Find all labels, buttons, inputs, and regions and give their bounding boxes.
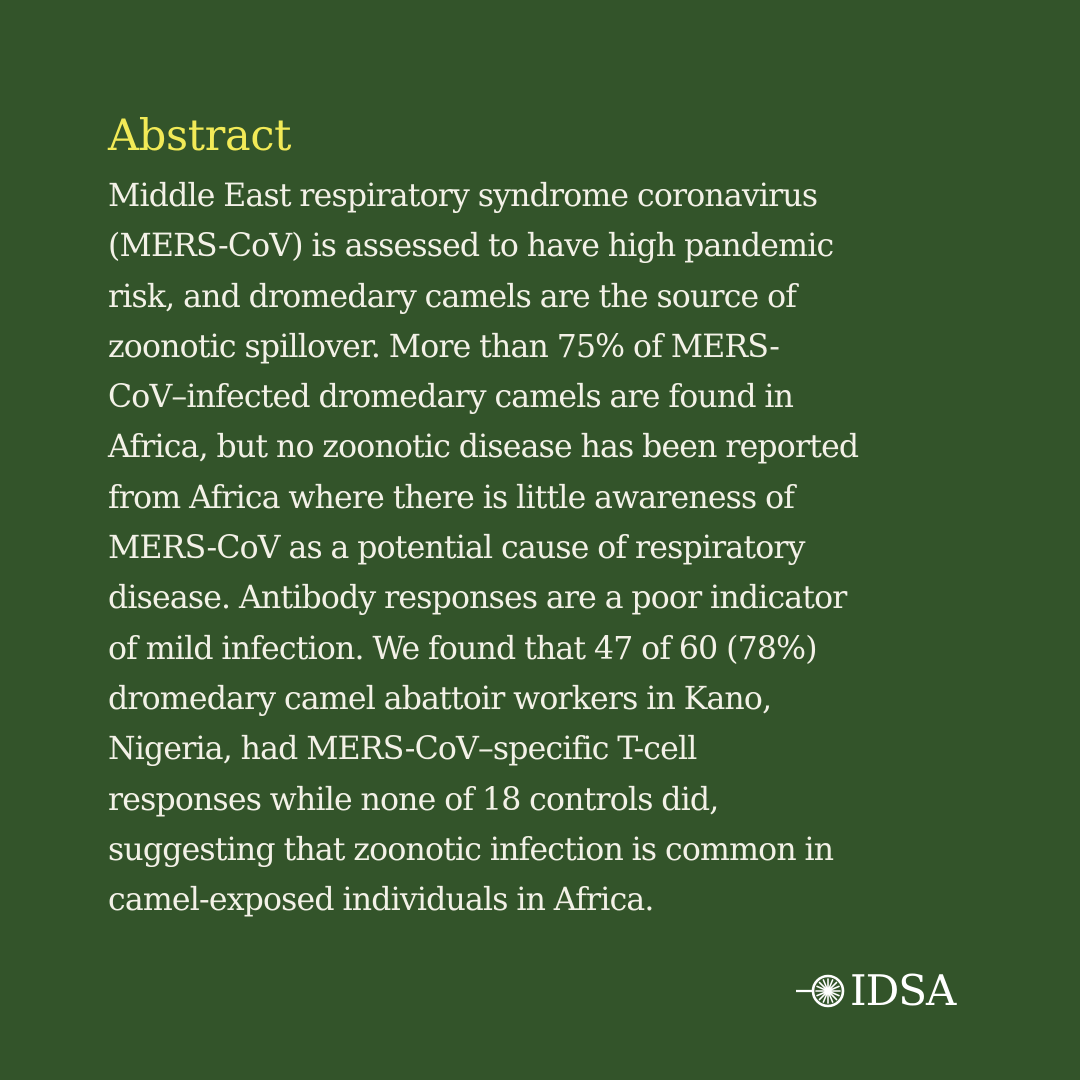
abstract-line: MERS-CoV as a potential cause of respiratory (108, 530, 805, 567)
abstract-line: suggesting that zoonotic infection is common in (108, 831, 834, 868)
abstract-line: (MERS-CoV) is assessed to have high pandemic (108, 228, 834, 265)
abstract-line: Africa, but no zoonotic disease has been reported (108, 429, 859, 466)
abstract-line: Middle East respiratory syndrome coronavirus (108, 178, 818, 214)
abstract-line: risk, and dromedary camels are the source of (108, 278, 797, 315)
idsa-star-icon (796, 966, 854, 1016)
abstract-line: of mild infection. We found that 47 of 60 (78%) (108, 630, 817, 667)
idsa-logo (796, 966, 955, 1016)
abstract-line: camel-exposed individuals in Africa. (108, 882, 654, 919)
abstract-line: dromedary camel abattoir workers in Kano, (108, 680, 772, 717)
abstract-line: from Africa where there is little awareness of (108, 479, 795, 516)
abstract-line: Nigeria, had MERS-CoV–specific T-cell (108, 731, 697, 768)
abstract-line: responses while none of 18 controls did, (108, 781, 719, 818)
abstract-line: zoonotic spillover. More than 75% of MERS- (108, 328, 780, 365)
abstract-line: CoV–infected dromedary camels are found in (108, 379, 794, 416)
abstract-title: Abstract (108, 111, 292, 161)
abstract-line: disease. Antibody responses are a poor indicator (108, 580, 847, 617)
idsa-logo-text: IDSA (850, 966, 956, 1015)
abstract-body (108, 171, 988, 925)
